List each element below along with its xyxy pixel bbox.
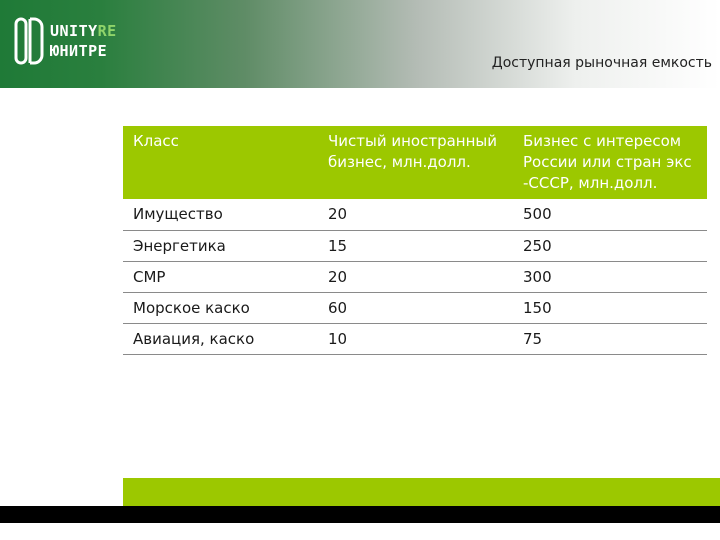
table-cell-foreign: 15: [318, 230, 513, 261]
column-header-class: Класс: [123, 126, 318, 199]
slide-title: Доступная рыночная емкость: [491, 55, 712, 71]
table-cell-russia-cis: 300: [513, 261, 707, 292]
logo-text-line-1: UNITYRE: [50, 22, 117, 40]
table-row: [123, 292, 707, 323]
table-cell-foreign: 60: [318, 292, 513, 323]
table-cell-class: СМР: [123, 261, 318, 292]
table-cell-russia-cis: 150: [513, 292, 707, 323]
table-row: [123, 323, 707, 354]
table-row: [123, 230, 707, 261]
table-cell-russia-cis: 250: [513, 230, 707, 261]
table-cell-foreign: 20: [318, 261, 513, 292]
table-cell-class: Имущество: [123, 199, 318, 230]
table-cell-class: Морское каско: [123, 292, 318, 323]
footer-black-band: [0, 506, 720, 523]
table-cell-foreign: 10: [318, 323, 513, 354]
column-header-foreign-business: Чистый иностранный бизнес, млн.долл.: [318, 126, 513, 199]
table-row: [123, 199, 707, 230]
table-cell-foreign: 20: [318, 199, 513, 230]
table-header-row: [123, 126, 707, 199]
table-cell-class: Авиация, каско: [123, 323, 318, 354]
table-row: [123, 261, 707, 292]
table-cell-russia-cis: 500: [513, 199, 707, 230]
slide-header: [0, 0, 720, 88]
logo-text-line-2: ЮНИТРЕ: [50, 42, 108, 60]
company-logo: [14, 16, 134, 68]
footer-accent-band: [123, 478, 720, 506]
logo-mark-icon: [14, 16, 44, 66]
table-cell-class: Энергетика: [123, 230, 318, 261]
table-cell-russia-cis: 75: [513, 323, 707, 354]
column-header-russia-cis-business: Бизнес с интересом России или стран экс -СССР, млн.долл.: [513, 126, 707, 199]
market-capacity-table: [123, 126, 707, 355]
